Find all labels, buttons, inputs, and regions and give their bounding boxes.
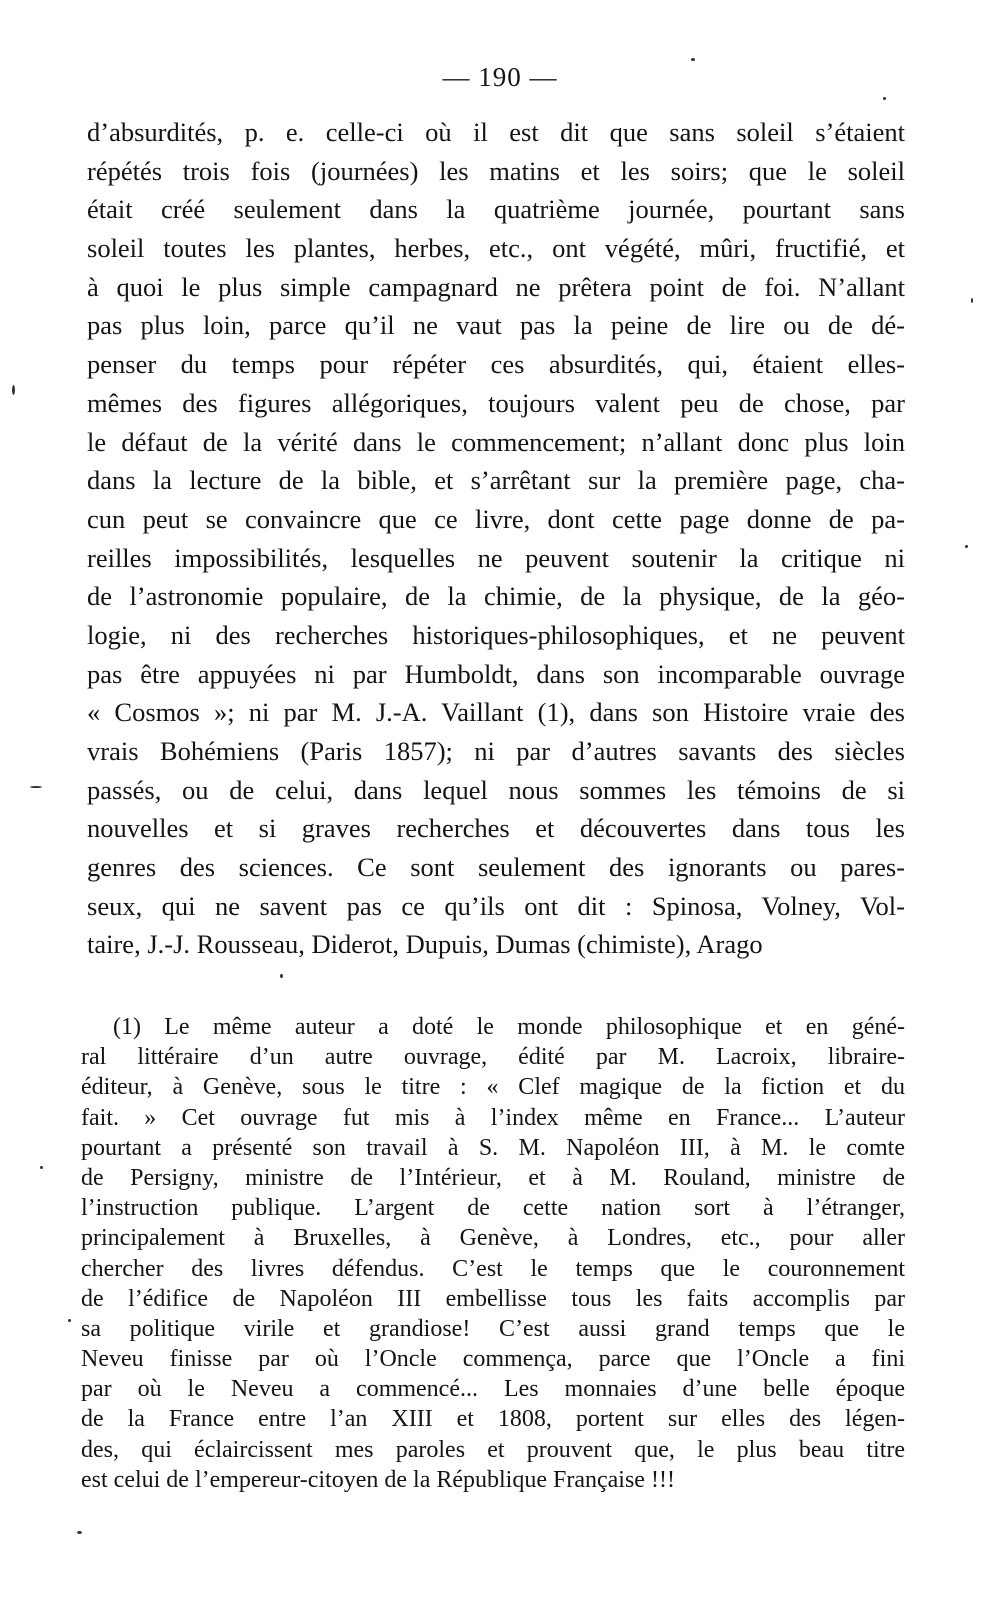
body-line: d’absurdités, p. e. celle-ci où il est dit que sans soleil s’étaient [87,117,905,147]
footnote-line: éditeur, à Genève, sous le titre : « Clef magique de la fiction et du [81,1074,905,1101]
scan-speck [12,385,15,395]
footnote-line: de l’édifice de Napoléon III embellisse tous les faits accomplis par [81,1285,905,1312]
body-line: vrais Bohémiens (Paris 1857); ni par d’autres savants des siècles [87,736,905,766]
footnote-line: fait. » Cet ouvrage fut mis à l’index même en France... L’auteur [81,1104,905,1131]
body-line: nouvelles et si graves recherches et découvertes dans tous les [87,813,905,844]
scan-speck [68,1319,71,1322]
footnote-line: principalement à Bruxelles, à Genève, à Londres, etc., pour aller [81,1225,905,1252]
footnote-line: l’instruction publique. L’argent de cette nation sort à l’étranger, [81,1195,905,1222]
scan-speck [77,1531,82,1534]
footnote-line: de Persigny, ministre de l’Intérieur, et à M. Rouland, ministre de [81,1164,905,1191]
body-line: dans la lecture de la bible, et s’arrêtant sur la première page, cha- [87,465,905,496]
body-line: de l’astronomie populaire, de la chimie, de la physique, de la géo- [87,581,905,612]
body-line: passés, ou de celui, dans lequel nous sommes les témoins de si [87,774,905,805]
main-paragraph [87,113,905,964]
footnote-line: chercher des livres défendus. C’est le temps que le couronnement [81,1255,905,1282]
scan-speck [30,786,42,788]
footnote-line: sa politique virile et grandiose! C’est aussi grand temps que le [81,1315,905,1342]
body-line: le défaut de la vérité dans le commencement; n’allant donc plus loin [87,426,905,457]
scan-speck [883,97,886,100]
body-line: était créé seulement dans la quatrième journée, pourtant sans [87,194,905,225]
footnote-line: est celui de l’empereur-citoyen de la République Française !!! [81,1466,675,1493]
body-line: « Cosmos »; ni par M. J.-A. Vaillant (1), dans son Histoire vraie des [87,697,905,728]
body-line: genres des sciences. Ce sont seulement des ignorants ou pares- [87,852,905,883]
body-line: mêmes des figures allégoriques, toujours valent peu de chose, par [87,387,905,418]
body-line: pas plus loin, parce qu’il ne vaut pas la peine de lire ou de dé- [87,310,905,341]
footnote-line: ral littéraire d’un autre ouvrage, édité par M. Lacroix, libraire- [81,1044,905,1071]
body-line: penser du temps pour répéter ces absurdités, qui, étaient elles- [87,349,905,380]
footnote-line: pourtant a présenté son travail à S. M. Napoléon III, à M. le comte [81,1134,905,1161]
body-line: répétés trois fois (journées) les matins et les soirs; que le soleil [87,155,905,186]
scan-speck [691,58,695,61]
scan-speck [965,545,968,548]
footnote [81,1012,905,1495]
body-line: taire, J.-J. Rousseau, Diderot, Dupuis, Dumas (chimiste), Arago [87,929,763,960]
body-line: pas être appuyées ni par Humboldt, dans son incomparable ouvrage [87,658,905,689]
scan-speck [40,1166,43,1169]
body-line: reilles impossibilités, lesquelles ne peuvent soutenir la critique ni [87,542,905,573]
footnote-line: (1) Le même auteur a doté le monde philosophique et en géné- [113,1014,905,1040]
body-line: à quoi le plus simple campagnard ne prêtera point de foi. N’allant [87,271,905,302]
page-number: — 190 — [442,62,558,92]
scan-speck [280,974,283,978]
footnote-line: des, qui éclaircissent mes paroles et prouvent que, le plus beau titre [81,1436,905,1463]
body-line: cun peut se convaincre que ce livre, dont cette page donne de pa- [87,503,905,534]
footnote-line: de la France entre l’an XIII et 1808, portent sur elles des légen- [81,1406,905,1433]
body-line: logie, ni des recherches historiques-philosophiques, et ne peuvent [87,619,905,650]
body-line: soleil toutes les plantes, herbes, etc., ont végété, mûri, fructifié, et [87,233,905,264]
body-line: seux, qui ne savent pas ce qu’ils ont dit : Spinosa, Volney, Vol- [87,890,905,921]
footnote-line: Neveu finisse par où l’Oncle commença, parce que l’Oncle a fini [81,1346,905,1373]
scan-speck [971,298,973,303]
footnote-line: par où le Neveu a commencé... Les monnaies d’une belle époque [81,1376,905,1403]
